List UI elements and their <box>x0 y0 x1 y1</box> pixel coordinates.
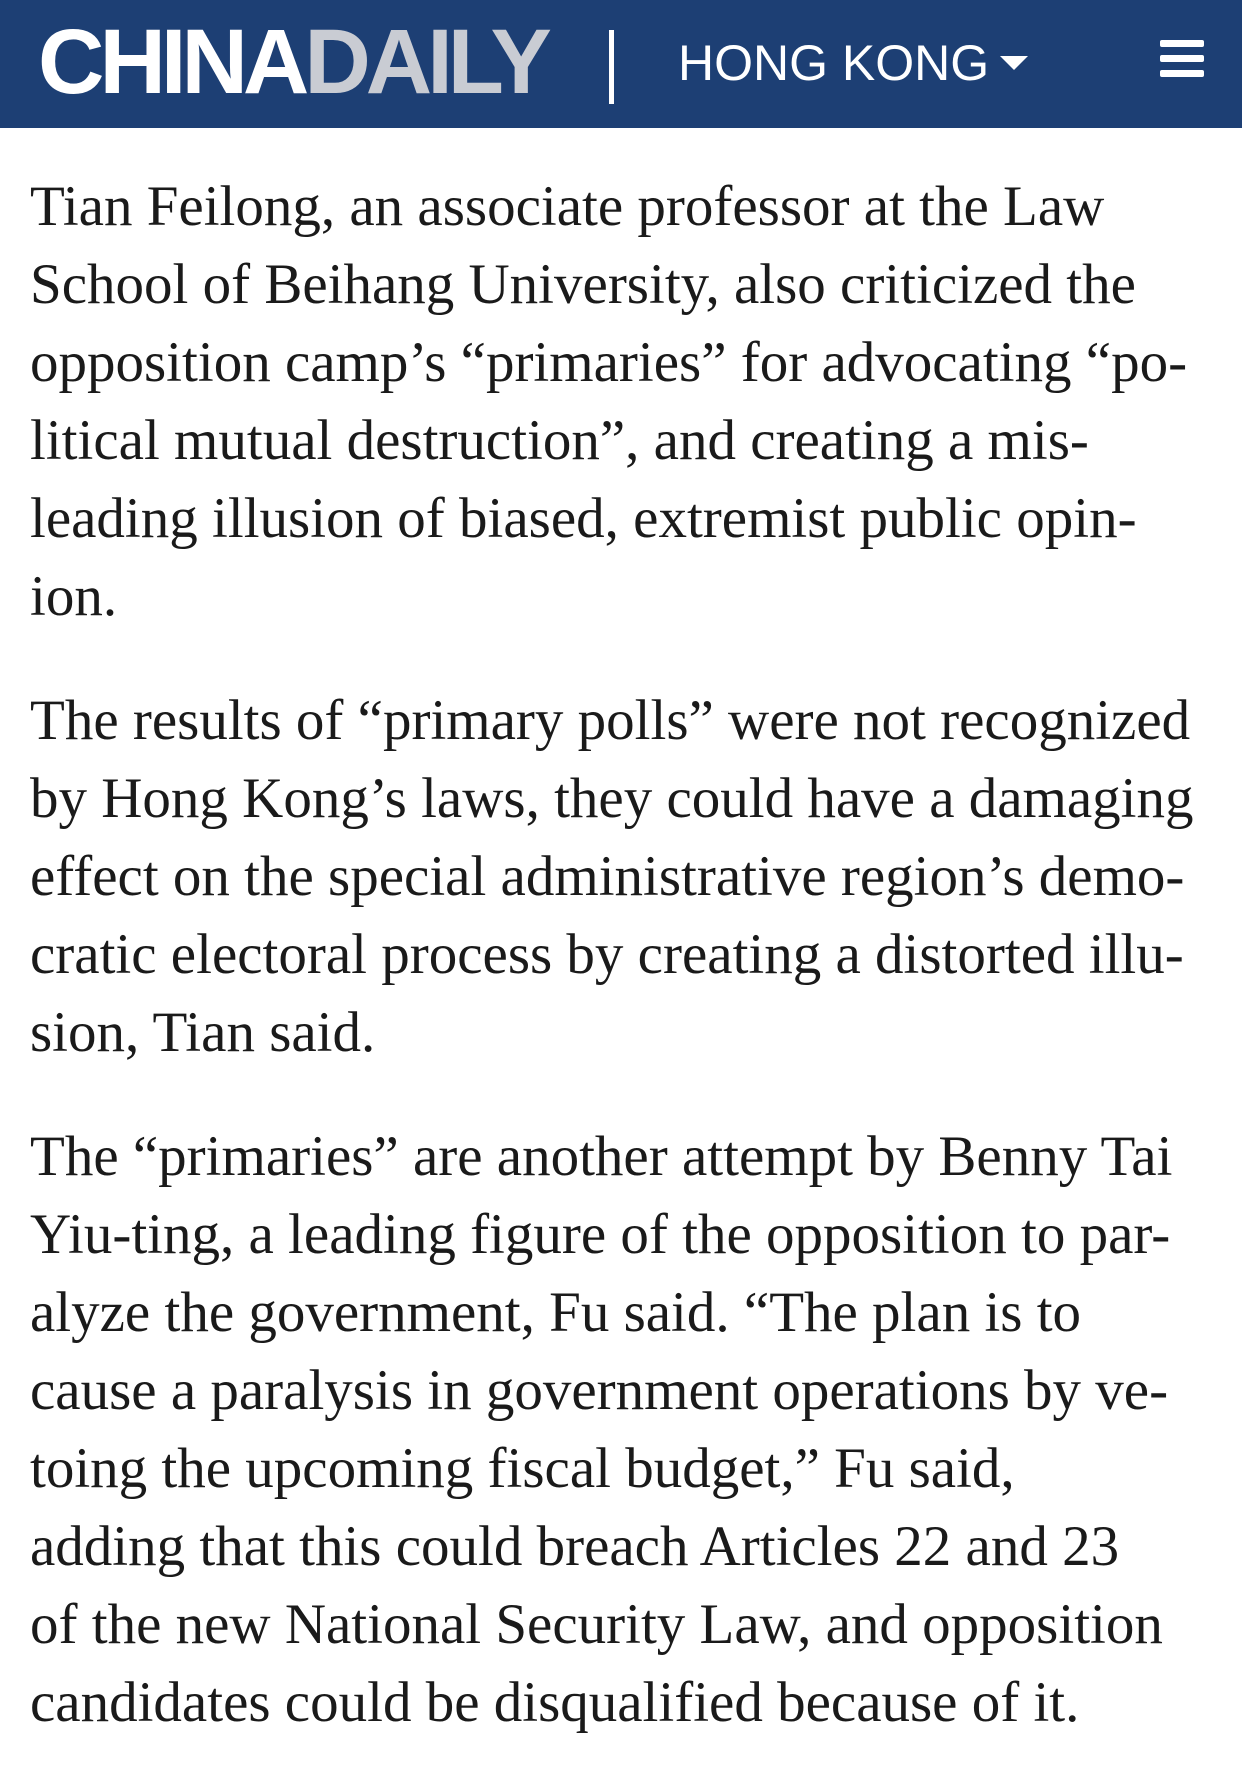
text-line: School of Beihang University, also criticized the <box>30 253 1136 316</box>
article-paragraph-2 <box>30 682 1212 1072</box>
text-line: toing the upcoming fiscal budget,” Fu said, <box>30 1437 1015 1500</box>
text-line: by Hong Kong’s laws, they could have a damaging <box>30 767 1194 830</box>
header-divider <box>609 30 614 104</box>
logo-china-text: CHINA <box>38 11 305 113</box>
article-body <box>30 168 1212 1788</box>
text-line: The “primaries” are another attempt by Benny Tai <box>30 1125 1173 1188</box>
menu-bar <box>1160 70 1204 77</box>
text-line: sion, Tian said. <box>30 1001 376 1064</box>
region-selector[interactable] <box>678 30 989 96</box>
hamburger-menu-icon[interactable] <box>1160 38 1204 78</box>
region-label: HONG KONG <box>678 35 990 91</box>
text-line: The results of “primary polls” were not recognized <box>30 689 1191 752</box>
text-line: of the new National Security Law, and opposition <box>30 1593 1163 1656</box>
article-paragraph-3 <box>30 1118 1212 1742</box>
text-line: opposition camp’s “primaries” for advocating “po- <box>30 331 1188 394</box>
text-line: candidates could be disqualified because of it. <box>30 1671 1080 1734</box>
text-line: leading illusion of biased, extremist public opin- <box>30 487 1137 550</box>
caret-down-icon[interactable] <box>1000 56 1028 70</box>
logo-daily-text: DAILY <box>304 11 547 113</box>
text-line: ion. <box>30 565 118 628</box>
text-line: cause a paralysis in government operations by ve- <box>30 1359 1169 1422</box>
text-line: Tian Feilong, an associate professor at the Law <box>30 175 1105 238</box>
text-line: Yiu-ting, a leading figure of the opposition to par- <box>30 1203 1171 1266</box>
site-header <box>0 0 1242 128</box>
menu-bar <box>1160 40 1204 47</box>
article-paragraph-1 <box>30 168 1212 636</box>
text-line: cratic electoral process by creating a distorted illu- <box>30 923 1184 986</box>
china-daily-logo[interactable] <box>38 11 547 113</box>
text-line: alyze the government, Fu said. “The plan is to <box>30 1281 1082 1344</box>
text-line: adding that this could breach Articles 22 and 23 <box>30 1515 1120 1578</box>
menu-bar <box>1160 55 1204 62</box>
text-line: effect on the special administrative region’s demo- <box>30 845 1185 908</box>
text-line: litical mutual destruction”, and creating a mis- <box>30 409 1089 472</box>
